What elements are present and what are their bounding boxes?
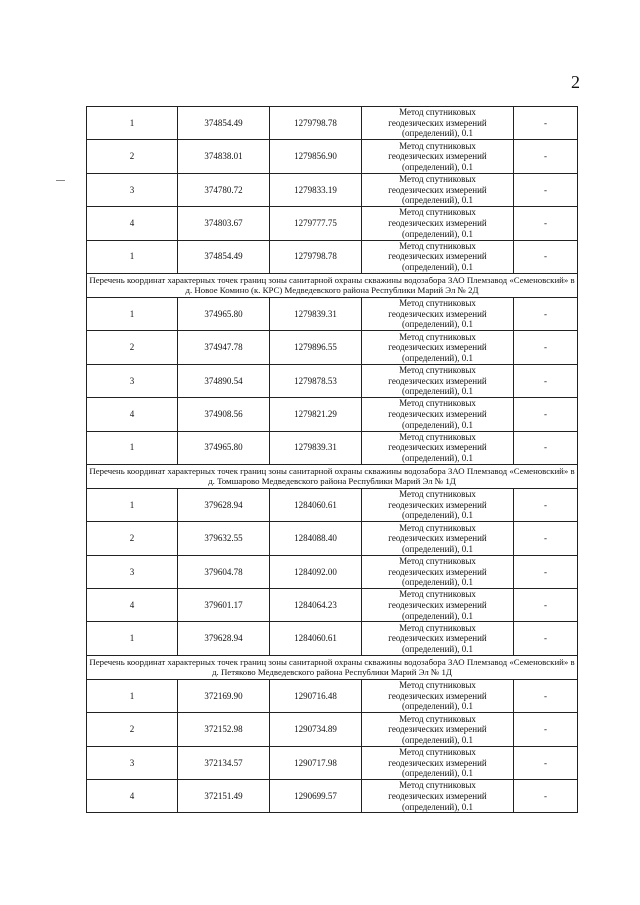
method-cell <box>362 622 514 655</box>
accuracy-dash: - <box>514 488 578 521</box>
coordinate-x: 374838.01 <box>178 140 270 173</box>
accuracy-dash: - <box>514 622 578 655</box>
method-line: геодезических измерений <box>388 442 487 453</box>
accuracy-dash: - <box>514 207 578 240</box>
method-line: Метод спутниковых <box>399 140 476 151</box>
method-line: (определений), 0.1 <box>402 386 473 397</box>
table-row <box>87 297 578 330</box>
coordinate-x: 379604.78 <box>178 555 270 588</box>
method-cell <box>362 173 514 206</box>
accuracy-dash: - <box>514 107 578 140</box>
method-line: Метод спутниковых <box>399 365 476 376</box>
method-line: Метод спутниковых <box>399 522 476 533</box>
point-number: 3 <box>87 746 178 779</box>
coordinate-y: 1279798.78 <box>270 107 362 140</box>
method-line: Метод спутниковых <box>399 207 476 218</box>
section-title: Перечень координат характерных точек границ зоны санитарной охраны скважины водозабора ЗАО Племзавод «Семеновский» в д. Новое Комино (к. КРС) Медведевского района Республики Марий Эл № 2Д <box>87 273 578 297</box>
method-line: (определений), 0.1 <box>402 161 473 172</box>
coordinate-x: 379628.94 <box>178 488 270 521</box>
method-cell <box>362 780 514 813</box>
accuracy-dash: - <box>514 364 578 397</box>
coordinate-y: 1290716.48 <box>270 679 362 712</box>
method-line: Метод спутниковых <box>399 780 476 791</box>
method-line: геодезических измерений <box>388 251 487 262</box>
method-line: (определений), 0.1 <box>402 228 473 239</box>
coordinate-x: 372151.49 <box>178 780 270 813</box>
method-line: Метод спутниковых <box>399 431 476 442</box>
method-cell <box>362 555 514 588</box>
method-line: (определений), 0.1 <box>402 262 473 273</box>
section-title-row <box>87 655 578 679</box>
table-row <box>87 431 578 464</box>
method-cell <box>362 488 514 521</box>
accuracy-dash: - <box>514 398 578 431</box>
method-line: Метод спутниковых <box>399 746 476 757</box>
method-cell <box>362 522 514 555</box>
point-number: 2 <box>87 140 178 173</box>
point-number: 2 <box>87 522 178 555</box>
method-line: (определений), 0.1 <box>402 543 473 554</box>
method-line: Метод спутниковых <box>399 174 476 185</box>
method-line: геодезических измерений <box>388 533 487 544</box>
coordinate-y: 1279821.29 <box>270 398 362 431</box>
coordinate-y: 1279798.78 <box>270 240 362 273</box>
coordinate-x: 379632.55 <box>178 522 270 555</box>
point-number: 1 <box>87 679 178 712</box>
method-line: (определений), 0.1 <box>402 128 473 139</box>
coordinate-y: 1279839.31 <box>270 297 362 330</box>
table-row <box>87 522 578 555</box>
table-row <box>87 780 578 813</box>
method-cell <box>362 240 514 273</box>
method-line: Метод спутниковых <box>399 240 476 251</box>
coordinate-x: 374908.56 <box>178 398 270 431</box>
coordinate-x: 372169.90 <box>178 679 270 712</box>
coordinate-x: 379628.94 <box>178 622 270 655</box>
coordinate-y: 1284064.23 <box>270 589 362 622</box>
coordinate-y: 1284092.00 <box>270 555 362 588</box>
coordinate-x: 372134.57 <box>178 746 270 779</box>
method-line: Метод спутниковых <box>399 555 476 566</box>
coordinate-y: 1279839.31 <box>270 431 362 464</box>
method-cell <box>362 140 514 173</box>
coordinate-x: 374965.80 <box>178 431 270 464</box>
method-line: (определений), 0.1 <box>402 577 473 588</box>
method-cell <box>362 431 514 464</box>
coordinate-x: 374947.78 <box>178 331 270 364</box>
coordinate-x: 374890.54 <box>178 364 270 397</box>
coordinate-x: 374780.72 <box>178 173 270 206</box>
point-number: 2 <box>87 713 178 746</box>
method-line: геодезических измерений <box>388 218 487 229</box>
accuracy-dash: - <box>514 780 578 813</box>
method-line: Метод спутниковых <box>399 489 476 500</box>
table-row <box>87 622 578 655</box>
method-line: геодезических измерений <box>388 757 487 768</box>
accuracy-dash: - <box>514 555 578 588</box>
table-row <box>87 746 578 779</box>
method-line: Метод спутниковых <box>399 107 476 118</box>
table-row <box>87 589 578 622</box>
table-row <box>87 240 578 273</box>
coordinate-y: 1279777.75 <box>270 207 362 240</box>
method-cell <box>362 398 514 431</box>
coordinate-y: 1284088.40 <box>270 522 362 555</box>
method-line: геодезических измерений <box>388 724 487 735</box>
section-title: Перечень координат характерных точек границ зоны санитарной охраны скважины водозабора ЗАО Племзавод «Семеновский» в д. Томшарово Медведевского района Республики Марий Эл № 1Д <box>87 464 578 488</box>
section-title-row <box>87 273 578 297</box>
coordinate-x: 379601.17 <box>178 589 270 622</box>
method-line: геодезических измерений <box>388 633 487 644</box>
coordinate-x: 374854.49 <box>178 107 270 140</box>
method-line: геодезических измерений <box>388 308 487 319</box>
method-line: (определений), 0.1 <box>402 319 473 330</box>
method-cell <box>362 364 514 397</box>
method-line: Метод спутниковых <box>399 589 476 600</box>
accuracy-dash: - <box>514 713 578 746</box>
table-row <box>87 713 578 746</box>
point-number: 2 <box>87 331 178 364</box>
method-line: геодезических измерений <box>388 790 487 801</box>
coordinate-y: 1290717.98 <box>270 746 362 779</box>
coordinate-y: 1279896.55 <box>270 331 362 364</box>
point-number: 4 <box>87 780 178 813</box>
method-cell <box>362 679 514 712</box>
method-line: геодезических измерений <box>388 375 487 386</box>
table-row <box>87 207 578 240</box>
coordinate-x: 374803.67 <box>178 207 270 240</box>
method-line: (определений), 0.1 <box>402 453 473 463</box>
method-line: геодезических измерений <box>388 117 487 128</box>
point-number: 1 <box>87 431 178 464</box>
coordinate-y: 1284060.61 <box>270 622 362 655</box>
coordinate-x: 374854.49 <box>178 240 270 273</box>
point-number: 3 <box>87 364 178 397</box>
table-row <box>87 173 578 206</box>
coordinate-y: 1279878.53 <box>270 364 362 397</box>
table-row <box>87 331 578 364</box>
point-number: 1 <box>87 240 178 273</box>
accuracy-dash: - <box>514 173 578 206</box>
table-row <box>87 364 578 397</box>
coordinate-y: 1290734.89 <box>270 713 362 746</box>
method-line: геодезических измерений <box>388 566 487 577</box>
accuracy-dash: - <box>514 589 578 622</box>
coordinates-table <box>86 106 578 813</box>
point-number: 4 <box>87 589 178 622</box>
method-line: (определений), 0.1 <box>402 610 473 621</box>
coordinate-x: 374965.80 <box>178 297 270 330</box>
point-number: 1 <box>87 107 178 140</box>
method-cell <box>362 713 514 746</box>
stray-mark <box>56 180 65 181</box>
method-line: Метод спутниковых <box>399 622 476 633</box>
accuracy-dash: - <box>514 240 578 273</box>
accuracy-dash: - <box>514 331 578 364</box>
coordinate-y: 1279856.90 <box>270 140 362 173</box>
method-cell <box>362 207 514 240</box>
table-row <box>87 488 578 521</box>
method-line: геодезических измерений <box>388 690 487 701</box>
point-number: 4 <box>87 207 178 240</box>
method-line: геодезических измерений <box>388 409 487 420</box>
method-line: (определений), 0.1 <box>402 734 473 745</box>
table-row <box>87 555 578 588</box>
accuracy-dash: - <box>514 746 578 779</box>
method-line: (определений), 0.1 <box>402 768 473 779</box>
coordinates-table-body <box>87 107 578 813</box>
section-title-row <box>87 464 578 488</box>
accuracy-dash: - <box>514 140 578 173</box>
point-number: 3 <box>87 173 178 206</box>
accuracy-dash: - <box>514 522 578 555</box>
section-title: Перечень координат характерных точек границ зоны санитарной охраны скважины водозабора ЗАО Племзавод «Семеновский» в д. Петяково Медведевского района Республики Марий Эл № 1Д <box>87 655 578 679</box>
table-row <box>87 679 578 712</box>
accuracy-dash: - <box>514 297 578 330</box>
method-line: (определений), 0.1 <box>402 419 473 430</box>
table-row <box>87 398 578 431</box>
method-line: Метод спутниковых <box>399 680 476 691</box>
method-cell <box>362 297 514 330</box>
table-row <box>87 140 578 173</box>
point-number: 1 <box>87 622 178 655</box>
accuracy-dash: - <box>514 679 578 712</box>
method-cell <box>362 107 514 140</box>
table-row <box>87 107 578 140</box>
method-line: геодезических измерений <box>388 599 487 610</box>
coordinate-y: 1284060.61 <box>270 488 362 521</box>
point-number: 3 <box>87 555 178 588</box>
method-line: (определений), 0.1 <box>402 643 473 654</box>
point-number: 4 <box>87 398 178 431</box>
method-line: (определений), 0.1 <box>402 510 473 521</box>
accuracy-dash: - <box>514 431 578 464</box>
method-line: геодезических измерений <box>388 499 487 510</box>
method-line: (определений), 0.1 <box>402 352 473 363</box>
method-line: геодезических измерений <box>388 184 487 195</box>
method-cell <box>362 589 514 622</box>
method-line: геодезических измерений <box>388 151 487 162</box>
method-line: Метод спутниковых <box>399 713 476 724</box>
page-number: 2 <box>571 72 580 92</box>
method-cell <box>362 331 514 364</box>
coordinate-x: 372152.98 <box>178 713 270 746</box>
method-cell <box>362 746 514 779</box>
method-line: Метод спутниковых <box>399 298 476 309</box>
method-line: Метод спутниковых <box>399 331 476 342</box>
method-line: Метод спутниковых <box>399 398 476 409</box>
method-line: (определений), 0.1 <box>402 701 473 712</box>
point-number: 1 <box>87 297 178 330</box>
coordinate-y: 1279833.19 <box>270 173 362 206</box>
method-line: (определений), 0.1 <box>402 195 473 206</box>
point-number: 1 <box>87 488 178 521</box>
coordinate-y: 1290699.57 <box>270 780 362 813</box>
method-line: геодезических измерений <box>388 342 487 353</box>
method-line: (определений), 0.1 <box>402 801 473 812</box>
